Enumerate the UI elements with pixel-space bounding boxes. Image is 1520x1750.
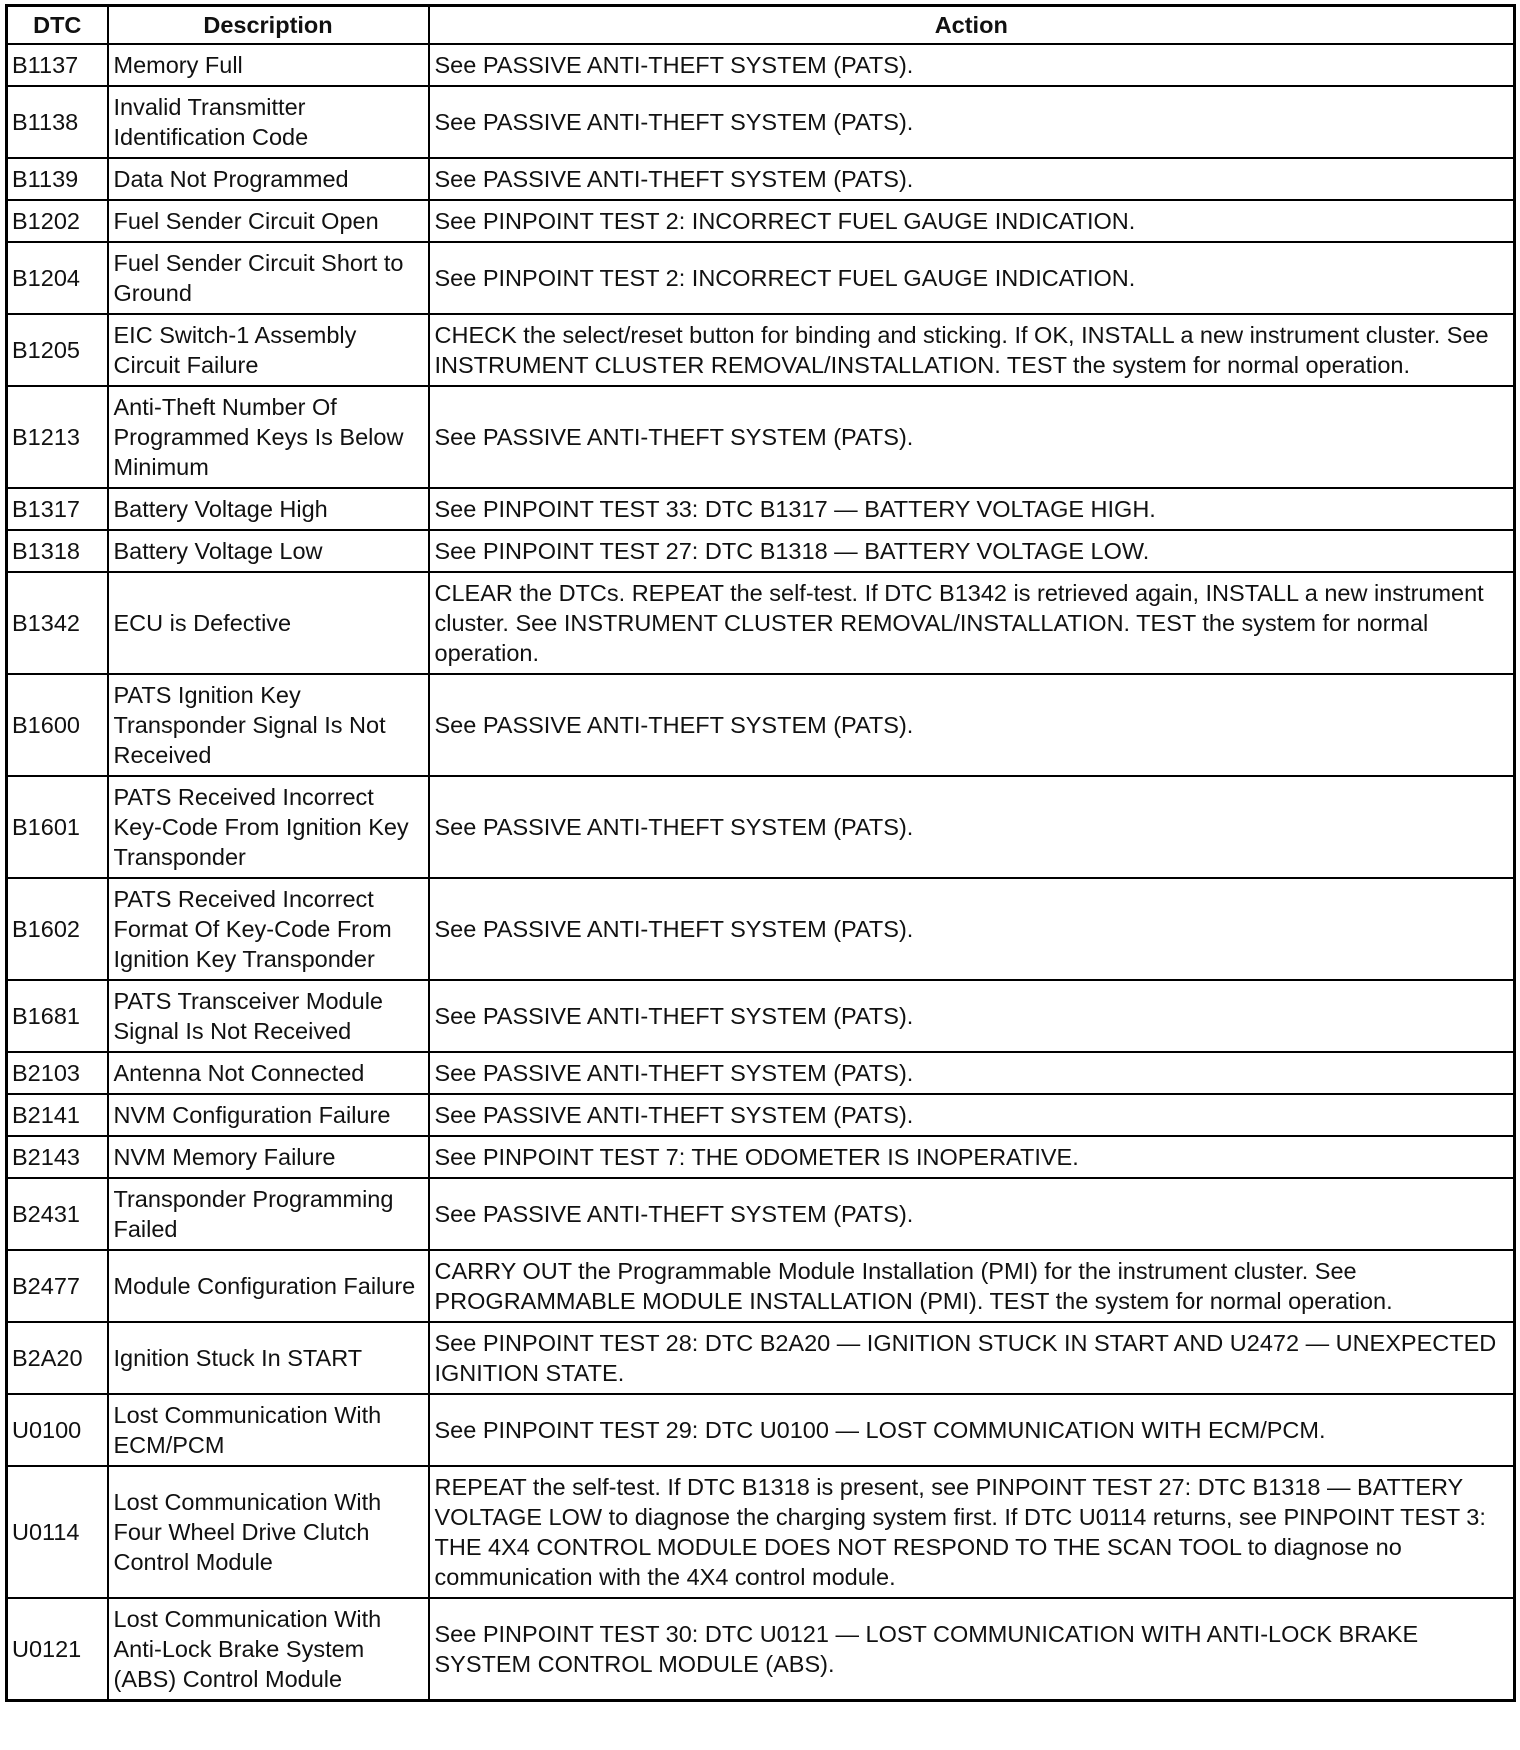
description-cell: NVM Configuration Failure bbox=[108, 1094, 429, 1136]
dtc-code-cell: B2431 bbox=[7, 1178, 108, 1250]
action-cell: See PINPOINT TEST 33: DTC B1317 — BATTERY VOLTAGE HIGH. bbox=[429, 488, 1515, 530]
action-cell: See PASSIVE ANTI-THEFT SYSTEM (PATS). bbox=[429, 44, 1515, 86]
dtc-code-cell: B1139 bbox=[7, 158, 108, 200]
dtc-code-cell: B1681 bbox=[7, 980, 108, 1052]
dtc-table bbox=[5, 4, 1516, 1702]
dtc-code-cell: B1202 bbox=[7, 200, 108, 242]
dtc-code-cell: B1137 bbox=[7, 44, 108, 86]
header-description: Description bbox=[108, 6, 429, 45]
table-row bbox=[7, 530, 1515, 572]
header-row bbox=[7, 6, 1515, 45]
dtc-code-cell: B2141 bbox=[7, 1094, 108, 1136]
header-action: Action bbox=[429, 6, 1515, 45]
table-row bbox=[7, 572, 1515, 674]
action-cell: See PINPOINT TEST 7: THE ODOMETER IS INOPERATIVE. bbox=[429, 1136, 1515, 1178]
action-cell: See PASSIVE ANTI-THEFT SYSTEM (PATS). bbox=[429, 1094, 1515, 1136]
action-cell: See PINPOINT TEST 30: DTC U0121 — LOST COMMUNICATION WITH ANTI-LOCK BRAKE SYSTEM CONTROL MODULE (ABS). bbox=[429, 1598, 1515, 1701]
description-cell: Module Configuration Failure bbox=[108, 1250, 429, 1322]
description-cell: Transponder Programming Failed bbox=[108, 1178, 429, 1250]
action-cell: See PASSIVE ANTI-THEFT SYSTEM (PATS). bbox=[429, 674, 1515, 776]
dtc-code-cell: B1317 bbox=[7, 488, 108, 530]
description-cell: Battery Voltage High bbox=[108, 488, 429, 530]
table-row bbox=[7, 386, 1515, 488]
action-cell: See PINPOINT TEST 28: DTC B2A20 — IGNITION STUCK IN START AND U2472 — UNEXPECTED IGNITION STATE. bbox=[429, 1322, 1515, 1394]
table-row bbox=[7, 1598, 1515, 1701]
action-cell: See PASSIVE ANTI-THEFT SYSTEM (PATS). bbox=[429, 878, 1515, 980]
dtc-code-cell: B1138 bbox=[7, 86, 108, 158]
description-cell: Ignition Stuck In START bbox=[108, 1322, 429, 1394]
description-cell: Battery Voltage Low bbox=[108, 530, 429, 572]
table-row bbox=[7, 242, 1515, 314]
dtc-code-cell: B1213 bbox=[7, 386, 108, 488]
dtc-code-cell: B2143 bbox=[7, 1136, 108, 1178]
dtc-code-cell: B1342 bbox=[7, 572, 108, 674]
description-cell: EIC Switch-1 Assembly Circuit Failure bbox=[108, 314, 429, 386]
dtc-code-cell: U0114 bbox=[7, 1466, 108, 1598]
table-row bbox=[7, 314, 1515, 386]
description-cell: PATS Transceiver Module Signal Is Not Received bbox=[108, 980, 429, 1052]
table-row bbox=[7, 674, 1515, 776]
table-row bbox=[7, 980, 1515, 1052]
table-row bbox=[7, 1094, 1515, 1136]
action-cell: See PINPOINT TEST 27: DTC B1318 — BATTERY VOLTAGE LOW. bbox=[429, 530, 1515, 572]
action-cell: See PASSIVE ANTI-THEFT SYSTEM (PATS). bbox=[429, 776, 1515, 878]
description-cell: Data Not Programmed bbox=[108, 158, 429, 200]
table-row bbox=[7, 1250, 1515, 1322]
description-cell: PATS Ignition Key Transponder Signal Is Not Received bbox=[108, 674, 429, 776]
table-row bbox=[7, 1322, 1515, 1394]
action-cell: See PASSIVE ANTI-THEFT SYSTEM (PATS). bbox=[429, 158, 1515, 200]
description-cell: Lost Communication With Four Wheel Drive Clutch Control Module bbox=[108, 1466, 429, 1598]
table-row bbox=[7, 878, 1515, 980]
header-dtc: DTC bbox=[7, 6, 108, 45]
table-row bbox=[7, 44, 1515, 86]
description-cell: Memory Full bbox=[108, 44, 429, 86]
dtc-code-cell: B1601 bbox=[7, 776, 108, 878]
description-cell: ECU is Defective bbox=[108, 572, 429, 674]
dtc-code-cell: U0121 bbox=[7, 1598, 108, 1701]
description-cell: NVM Memory Failure bbox=[108, 1136, 429, 1178]
table-body bbox=[7, 44, 1515, 1701]
action-cell: See PASSIVE ANTI-THEFT SYSTEM (PATS). bbox=[429, 86, 1515, 158]
action-cell: See PINPOINT TEST 2: INCORRECT FUEL GAUGE INDICATION. bbox=[429, 200, 1515, 242]
description-cell: Lost Communication With ECM/PCM bbox=[108, 1394, 429, 1466]
action-cell: See PASSIVE ANTI-THEFT SYSTEM (PATS). bbox=[429, 1178, 1515, 1250]
table-row bbox=[7, 1394, 1515, 1466]
dtc-code-cell: B2103 bbox=[7, 1052, 108, 1094]
table-row bbox=[7, 488, 1515, 530]
action-cell: See PASSIVE ANTI-THEFT SYSTEM (PATS). bbox=[429, 980, 1515, 1052]
description-cell: PATS Received Incorrect Key-Code From Ignition Key Transponder bbox=[108, 776, 429, 878]
dtc-code-cell: B1600 bbox=[7, 674, 108, 776]
action-cell: See PINPOINT TEST 29: DTC U0100 — LOST COMMUNICATION WITH ECM/PCM. bbox=[429, 1394, 1515, 1466]
dtc-code-cell: B2A20 bbox=[7, 1322, 108, 1394]
description-cell: Fuel Sender Circuit Open bbox=[108, 200, 429, 242]
table-row bbox=[7, 86, 1515, 158]
table-row bbox=[7, 1466, 1515, 1598]
table-row bbox=[7, 1052, 1515, 1094]
description-cell: Fuel Sender Circuit Short to Ground bbox=[108, 242, 429, 314]
description-cell: Antenna Not Connected bbox=[108, 1052, 429, 1094]
table-row bbox=[7, 200, 1515, 242]
dtc-code-cell: B1205 bbox=[7, 314, 108, 386]
action-cell: CARRY OUT the Programmable Module Installation (PMI) for the instrument cluster. See PROGRAMMABLE MODULE INSTALLATION (PMI). TEST the system for normal operation. bbox=[429, 1250, 1515, 1322]
table-row bbox=[7, 1178, 1515, 1250]
dtc-table-container bbox=[5, 4, 1513, 1702]
description-cell: Anti-Theft Number Of Programmed Keys Is Below Minimum bbox=[108, 386, 429, 488]
dtc-code-cell: B1602 bbox=[7, 878, 108, 980]
description-cell: Invalid Transmitter Identification Code bbox=[108, 86, 429, 158]
description-cell: PATS Received Incorrect Format Of Key-Code From Ignition Key Transponder bbox=[108, 878, 429, 980]
dtc-code-cell: B1204 bbox=[7, 242, 108, 314]
description-cell: Lost Communication With Anti-Lock Brake System (ABS) Control Module bbox=[108, 1598, 429, 1701]
dtc-code-cell: U0100 bbox=[7, 1394, 108, 1466]
action-cell: CHECK the select/reset button for binding and sticking. If OK, INSTALL a new instrument cluster. See INSTRUMENT CLUSTER REMOVAL/INSTALLATION. TEST the system for normal operation. bbox=[429, 314, 1515, 386]
action-cell: See PINPOINT TEST 2: INCORRECT FUEL GAUGE INDICATION. bbox=[429, 242, 1515, 314]
table-row bbox=[7, 158, 1515, 200]
table-row bbox=[7, 1136, 1515, 1178]
table-row bbox=[7, 776, 1515, 878]
dtc-code-cell: B1318 bbox=[7, 530, 108, 572]
action-cell: See PASSIVE ANTI-THEFT SYSTEM (PATS). bbox=[429, 1052, 1515, 1094]
dtc-code-cell: B2477 bbox=[7, 1250, 108, 1322]
action-cell: See PASSIVE ANTI-THEFT SYSTEM (PATS). bbox=[429, 386, 1515, 488]
action-cell: CLEAR the DTCs. REPEAT the self-test. If DTC B1342 is retrieved again, INSTALL a new instrument cluster. See INSTRUMENT CLUSTER REMOVAL/INSTALLATION. TEST the system for normal operation. bbox=[429, 572, 1515, 674]
action-cell: REPEAT the self-test. If DTC B1318 is present, see PINPOINT TEST 27: DTC B1318 — BATTERY VOLTAGE LOW to diagnose the charging system first. If DTC U0114 returns, see PINPOINT TEST 3: THE 4X4 CONTROL MODULE DOES NOT RESPOND TO THE SCAN TOOL to diagnose no communication with the 4X4 control module. bbox=[429, 1466, 1515, 1598]
